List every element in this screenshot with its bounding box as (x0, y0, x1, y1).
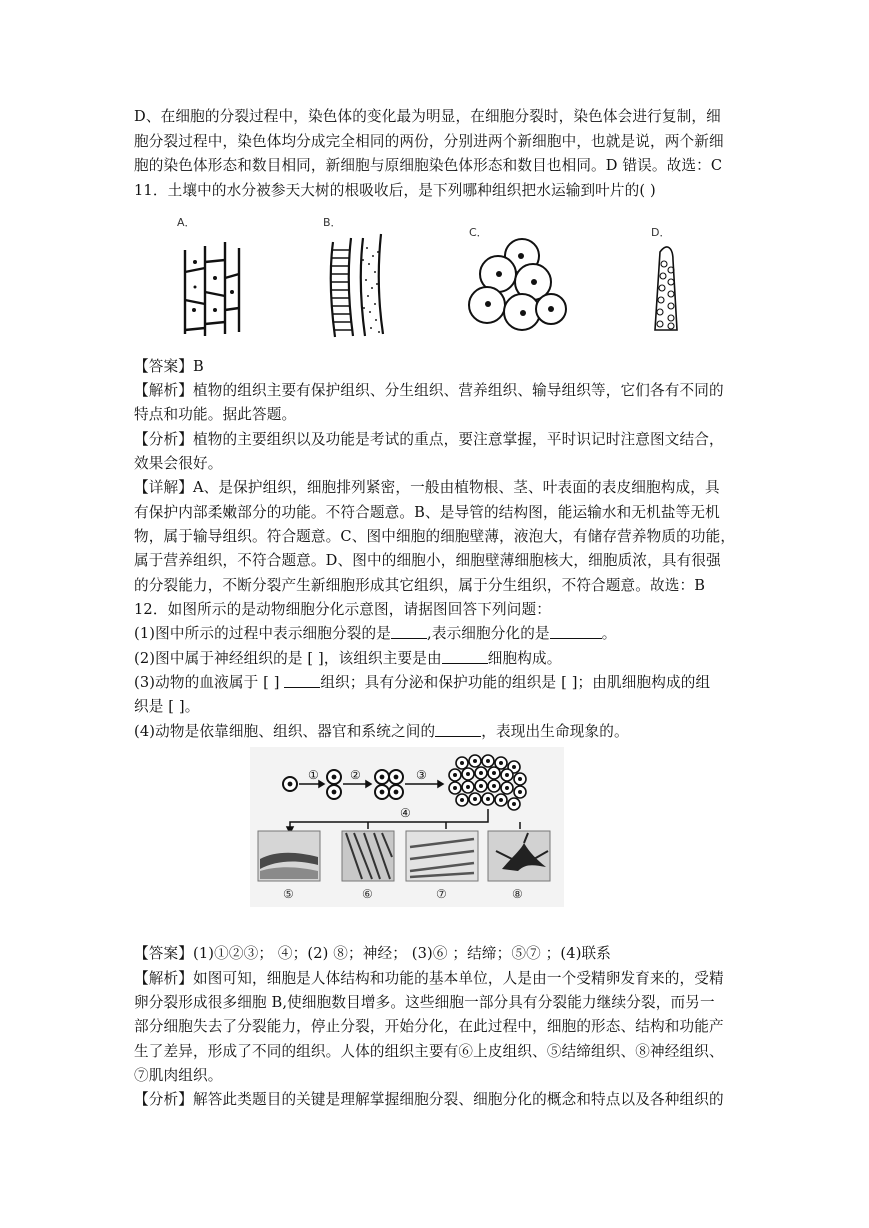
step-label: ④ (400, 806, 411, 820)
text-run: (1)图中所示的过程中表示细胞分裂的是 (134, 625, 392, 642)
text-line: 的分裂能力，不断分裂产生新细胞形成其它组织，属于分生组织，不符合题意。故选：B (134, 577, 706, 594)
answer-12: 【答案】(1)①②③； ④；(2) ⑧；神经； (3)⑥ ；结缔；⑤⑦ ；(4)联系 (134, 945, 612, 962)
question-12: 12．如图所示的是动物细胞分化示意图，请据图回答下列问题： (134, 601, 551, 618)
differentiation-arrow (287, 806, 520, 833)
cell-differentiation-figure (250, 747, 564, 907)
answer-blank (391, 624, 427, 639)
answer-blank (550, 624, 602, 639)
text-line: 织是 [ ]。 (134, 698, 200, 715)
question-12-part-2 (134, 649, 562, 669)
text-line: 部分细胞失去了分裂能力，停止分裂，开始分化，在此过程中，细胞的形态、结构和功能产 (134, 1018, 724, 1035)
plant-tissue-figure (167, 212, 693, 344)
tissue-b-conducting (323, 216, 383, 337)
text-line: 胞分裂过程中，染色体均分成完全相同的两份，分别进两个新细胞中，也就是说，两个新细 (134, 133, 724, 150)
tissue-panel-connective (258, 831, 320, 901)
text-line: 生了差异，形成了不同的组织。人体的组织主要有⑥上皮组织、⑤结缔组织、⑧神经组织、 (134, 1043, 724, 1060)
panel-label: ⑧ (512, 887, 523, 901)
text-line: 卵分裂形成很多细胞 B,使细胞数目增多。这些细胞一部分具有分裂能力继续分裂，而另一 (134, 994, 715, 1011)
answer-11: 【答案】B (134, 358, 204, 375)
question-12-part-1 (134, 624, 617, 644)
answer-blank (442, 649, 488, 664)
step-label: ③ (416, 768, 427, 782)
text-line: 【解析】如图可知，细胞是人体结构和功能的基本单位，人是由一个受精卵发育来的，受精 (134, 970, 724, 987)
tissue-panel-epithelial (342, 831, 394, 901)
answer-blank (435, 722, 481, 737)
text-run: (4)动物是依靠细胞、组织、器官和系统之间的 (134, 723, 436, 740)
step-label: ① (308, 768, 319, 782)
division-sequence (283, 768, 443, 799)
question-11: 11．土壤中的水分被参天大树的根吸收后，是下列哪种组织把水运输到叶片的( ) (134, 182, 656, 199)
text-run: (2)图中属于神经组织的是 [ ]，该组织主要是由 (134, 650, 442, 667)
cell-cluster (449, 755, 526, 810)
text-line: 特点和功能。据此答题。 (134, 406, 297, 423)
step-label: ② (350, 768, 361, 782)
figure-label-a: A． (177, 216, 196, 229)
text-run: ,表示细胞分化的是 (427, 625, 550, 642)
question-12-part-3 (134, 673, 710, 693)
answer-blank (284, 673, 320, 688)
text-line: 【详解】A、是保护组织，细胞排列紧密，一般由植物根、茎、叶表面的表皮细胞构成，具 (134, 479, 720, 496)
question-12-part-4 (134, 722, 629, 742)
text-line: 物，属于输导组织。符合题意。C、图中细胞的细胞壁薄，液泡大，有储存营养物质的功能， (134, 528, 736, 545)
text-line: ⑦肌肉组织。 (134, 1067, 223, 1084)
panel-label: ⑥ (362, 887, 373, 901)
text-line: 属于营养组织，不符合题意。D、图中的细胞小，细胞壁薄细胞核大，细胞质浓，具有很强 (134, 552, 721, 569)
tissue-d-meristem (651, 226, 677, 330)
text-run: (3)动物的血液属于 [ ] (134, 674, 285, 691)
text-line: 有保护内部柔嫩部分的功能。不符合题意。B、是导管的结构图，能运输水和无机盐等无机 (134, 504, 720, 521)
text-line: 【分析】解答此类题目的关键是理解掌握细胞分裂、细胞分化的概念和特点以及各种组织的 (134, 1091, 724, 1108)
panel-label: ⑤ (283, 887, 294, 901)
figure-label-c: C． (469, 226, 488, 239)
panel-label: ⑦ (436, 887, 447, 901)
text-run: 组织；具有分泌和保护功能的组织是 [ ]；由肌细胞构成的组 (320, 674, 711, 691)
figure-label-d: D． (651, 226, 671, 239)
figure-label-b: B． (323, 216, 342, 229)
text-run: 。 (601, 625, 617, 642)
text-line: D、在细胞的分裂过程中，染色体的变化最为明显，在细胞分裂时，染色体会进行复制，细 (134, 108, 721, 125)
text-run: ，表现出生命现象的。 (481, 723, 629, 740)
tissue-panel-nerve (488, 831, 550, 901)
text-run: 细胞构成。 (487, 650, 562, 667)
text-line: 胞的染色体形态和数目相同，新细胞与原细胞染色体形态和数目也相同。D 错误。故选：C (134, 157, 723, 174)
tissue-a-protective (177, 216, 239, 336)
text-line: 【解析】植物的组织主要有保护组织、分生组织、营养组织、输导组织等，它们各有不同的 (134, 382, 724, 399)
tissue-c-nutritive (469, 226, 566, 330)
tissue-panel-muscle (406, 831, 478, 901)
text-line: 效果会很好。 (134, 455, 223, 472)
text-line: 【分析】植物的主要组织以及功能是考试的重点，要注意掌握，平时识记时注意图文结合， (134, 431, 724, 448)
